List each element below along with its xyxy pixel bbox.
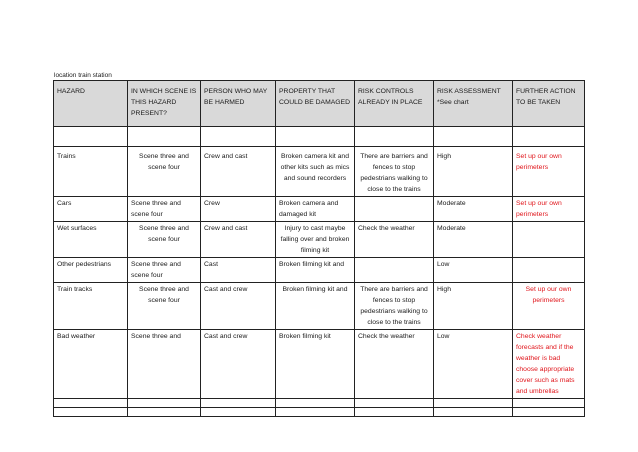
cell-action: Check weather forecasts and if the weather is bad choose appropriate cover such as mats and umbrellas <box>513 330 585 399</box>
cell-assessment: Moderate <box>434 197 513 222</box>
cell-action <box>513 222 585 258</box>
cell-person: Crew <box>201 197 276 222</box>
header-assessment: RISK ASSESSMENT *See chart <box>434 81 513 127</box>
table-row <box>54 222 585 258</box>
cell-assessment: High <box>434 283 513 330</box>
cell-scene: Scene three and scene four <box>128 258 201 283</box>
cell-controls <box>355 197 434 222</box>
table-row <box>54 330 585 399</box>
cell-assessment: Low <box>434 330 513 399</box>
cell-controls <box>355 258 434 283</box>
cell-person: Cast and crew <box>201 330 276 399</box>
cell-assessment: Low <box>434 258 513 283</box>
table-row <box>54 283 585 330</box>
table-row <box>54 258 585 283</box>
cell-assessment: High <box>434 147 513 197</box>
cell-scene: Scene three and <box>128 330 201 399</box>
cell-hazard: Trains <box>54 147 128 197</box>
cell-controls: There are barriers and fences to stop pedestrians walking to close to the trains <box>355 283 434 330</box>
cell-person: Crew and cast <box>201 147 276 197</box>
cell-person: Crew and cast <box>201 222 276 258</box>
cell-scene: Scene three and scene four <box>128 147 201 197</box>
location-label: location train station <box>54 72 112 79</box>
cell-property: Broken camera and damaged kit <box>276 197 355 222</box>
table-row-empty <box>54 408 585 417</box>
cell-action: Set up our own perimeters <box>513 147 585 197</box>
header-property: PROPERTY THAT COULD BE DAMAGED <box>276 81 355 127</box>
cell-hazard: Bad weather <box>54 330 128 399</box>
cell-scene: Scene three and scene four <box>128 283 201 330</box>
risk-assessment-table <box>53 80 585 417</box>
header-person: PERSON WHO MAY BE HARMED <box>201 81 276 127</box>
header-row <box>54 81 585 127</box>
cell-controls: Check the weather <box>355 330 434 399</box>
cell-action: Set up our own perimeters <box>513 197 585 222</box>
cell-action: Set up our own perimeters <box>513 283 585 330</box>
cell-hazard: Cars <box>54 197 128 222</box>
cell-controls: Check the weather <box>355 222 434 258</box>
table-row <box>54 147 585 197</box>
cell-action <box>513 258 585 283</box>
header-controls: RISK CONTROLS ALREADY IN PLACE <box>355 81 434 127</box>
header-scene: IN WHICH SCENE IS THIS HAZARD PRESENT? <box>128 81 201 127</box>
table-row-empty <box>54 399 585 408</box>
cell-person: Cast and crew <box>201 283 276 330</box>
cell-person: Cast <box>201 258 276 283</box>
table-row <box>54 197 585 222</box>
cell-property: Broken filming kit and <box>276 283 355 330</box>
header-hazard: HAZARD <box>54 81 128 127</box>
cell-property: Broken camera kit and other kits such as mics and sound recorders <box>276 147 355 197</box>
cell-assessment: Moderate <box>434 222 513 258</box>
cell-scene: Scene three and scene four <box>128 197 201 222</box>
cell-property: Injury to cast maybe falling over and broken filming kit <box>276 222 355 258</box>
cell-property: Broken filming kit <box>276 330 355 399</box>
cell-property: Broken filming kit and <box>276 258 355 283</box>
cell-controls: There are barriers and fences to stop pedestrians walking to close to the trains <box>355 147 434 197</box>
cell-scene: Scene three and scene four <box>128 222 201 258</box>
cell-hazard: Wet surfaces <box>54 222 128 258</box>
cell-hazard: Train tracks <box>54 283 128 330</box>
header-action: FURTHER ACTION TO BE TAKEN <box>513 81 585 127</box>
cell-hazard: Other pedestrians <box>54 258 128 283</box>
table-row-empty <box>54 127 585 147</box>
